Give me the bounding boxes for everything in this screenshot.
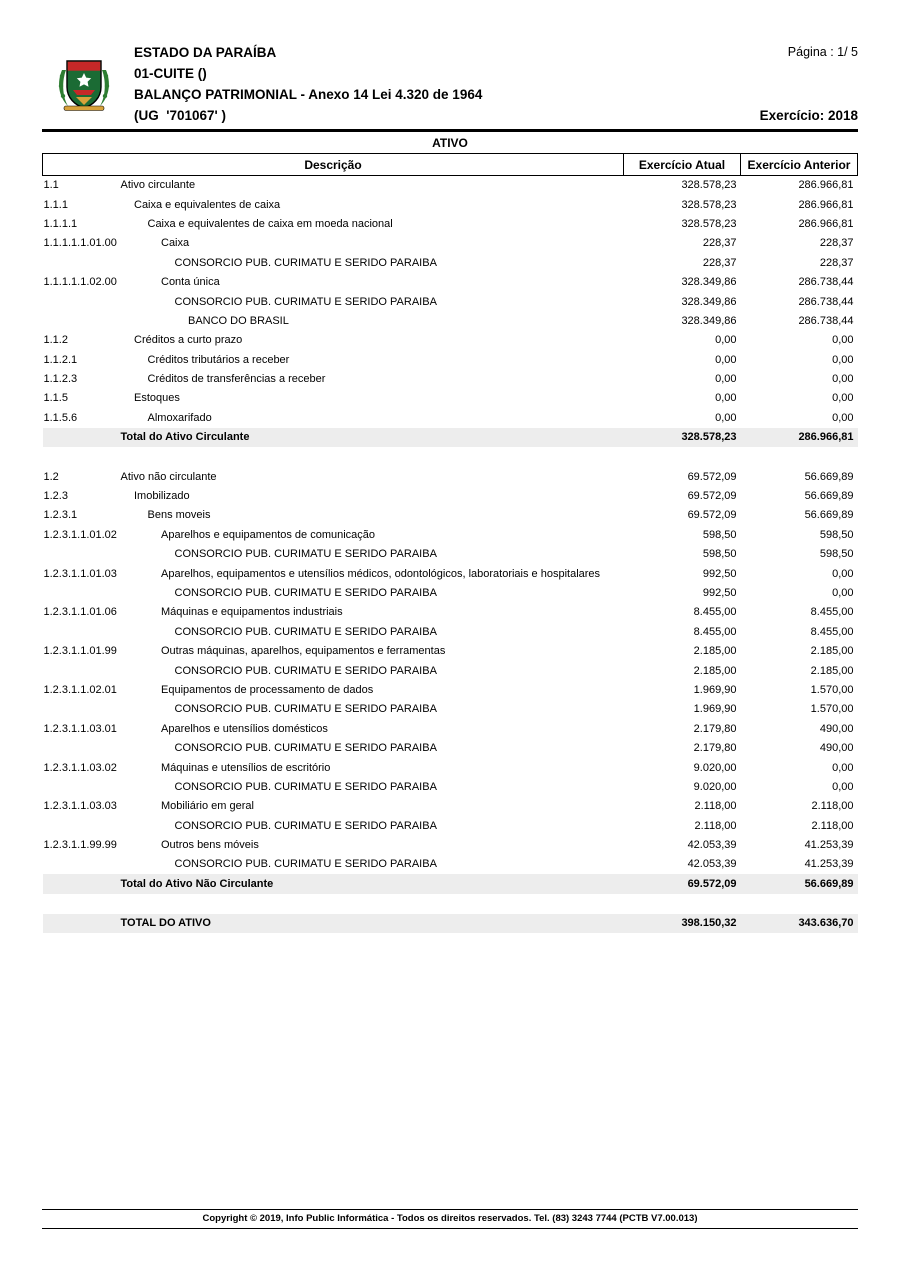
row-description: Créditos de transferências a receber [147,373,326,386]
report-header [42,42,858,126]
table-row [43,331,858,350]
row-value-exercicio-anterior: 286.738,44 [798,295,854,308]
entity-name: 01-CUITE () [134,66,207,81]
table-row [43,700,858,719]
row-description: Máquinas e equipamentos industriais [161,606,343,619]
table-row [43,253,858,272]
row-value-exercicio-atual: 2.179,80 [693,742,737,755]
row-description-cell [43,292,624,311]
row-value-exercicio-atual: 328.578,23 [681,198,737,211]
row-description-cell [43,545,624,564]
row-description: CONSORCIO PUB. CURIMATU E SERIDO PARAIBA [174,780,437,793]
row-description-cell [43,680,624,699]
row-value-exercicio-atual: 69.572,09 [687,470,737,483]
exercise-year: Exercício: 2018 [759,108,858,123]
row-value-exercicio-anterior: 286.738,44 [798,276,854,289]
row-code: 1.1.2.1 [43,353,78,366]
row-value-exercicio-anterior: 56.669,89 [804,877,854,890]
row-value-exercicio-atual: 228,37 [702,237,737,250]
row-description-cell [43,564,624,583]
row-value-exercicio-anterior: 286.966,81 [798,179,854,192]
row-value-exercicio-atual: 2.185,00 [693,645,737,658]
row-description-cell [43,331,624,350]
row-value-exercicio-atual: 0,00 [715,353,737,366]
row-code: 1.2.3.1.1.01.99 [43,645,117,658]
row-value-exercicio-atual: 328.578,23 [681,431,737,444]
table-row [43,311,858,330]
row-description: CONSORCIO PUB. CURIMATU E SERIDO PARAIBA [174,256,437,269]
row-description: Créditos a curto prazo [134,334,243,347]
row-value-exercicio-anterior: 41.253,39 [804,858,854,871]
table-row [43,350,858,369]
row-code: 1.1.1.1 [43,217,78,230]
row-description: CONSORCIO PUB. CURIMATU E SERIDO PARAIBA [174,819,437,832]
row-value-exercicio-atual: 9.020,00 [693,780,737,793]
row-value-exercicio-anterior: 8.455,00 [810,606,854,619]
row-value-exercicio-anterior: 56.669,89 [804,470,854,483]
row-description: Conta única [161,276,220,289]
row-code: 1.2.3.1.1.02.01 [43,683,117,696]
state-name: ESTADO DA PARAÍBA [134,45,277,60]
row-description: Aparelhos e equipamentos de comunicação [161,528,376,541]
table-row [43,758,858,777]
table-row [43,486,858,505]
row-code: 1.2.3.1.1.01.06 [43,606,117,619]
row-value-exercicio-atual: 69.572,09 [687,490,737,503]
row-description-cell [43,603,624,622]
row-value-exercicio-anterior: 8.455,00 [810,625,854,638]
row-value-exercicio-atual: 0,00 [715,373,737,386]
table-row [43,389,858,408]
table-row [43,525,858,544]
spacer-row [43,447,858,467]
row-description: CONSORCIO PUB. CURIMATU E SERIDO PARAIBA [174,295,437,308]
ug-code: (UG '701067' ) [134,108,226,123]
spacer-row [43,894,858,914]
row-code: 1.2.3.1.1.03.03 [43,800,117,813]
row-description: Caixa e equivalentes de caixa [134,198,281,211]
row-description-cell [43,661,624,680]
table-row [43,369,858,388]
row-description-cell [43,428,624,447]
row-description-cell [43,855,624,874]
row-value-exercicio-atual: 8.455,00 [693,625,737,638]
row-value-exercicio-anterior: 286.966,81 [798,198,854,211]
row-value-exercicio-atual: 328.349,86 [681,314,737,327]
table-row [43,506,858,525]
row-code: 1.1 [43,179,59,192]
row-description: Bens moveis [147,509,211,522]
row-description: Caixa [161,237,190,250]
row-description-cell [43,738,624,757]
row-description-cell [43,176,624,195]
row-description-cell [43,797,624,816]
page-number: Página : 1/ 5 [787,45,858,59]
row-description-cell [43,622,624,641]
row-description-cell [43,777,624,796]
table-row [43,195,858,214]
copyright-text: Copyright © 2019, Info Public Informática - Todos os direitos reservados. Tel. (83) 3243 7744 (PCTB V7.00.013) [202,1213,698,1224]
row-description: BANCO DO BRASIL [188,314,289,327]
table-row [43,835,858,854]
row-value-exercicio-anterior: 2.118,00 [811,819,854,832]
row-value-exercicio-atual: 2.179,80 [693,722,737,735]
row-code: 1.2.3.1.1.03.01 [43,722,117,735]
row-value-exercicio-anterior: 2.118,00 [811,800,854,813]
row-value-exercicio-atual: 992,50 [702,567,737,580]
row-value-exercicio-anterior: 490,00 [819,742,854,755]
row-value-exercicio-atual: 328.578,23 [681,179,737,192]
total-row [43,874,858,893]
row-description-cell [43,835,624,854]
row-description-cell [43,525,624,544]
row-description-cell [43,700,624,719]
row-description: Imobilizado [134,490,190,503]
row-code: 1.1.5.6 [43,411,78,424]
row-code: 1.2 [43,470,59,483]
row-description-cell [43,583,624,602]
row-value-exercicio-atual: 42.053,39 [687,858,737,871]
row-description: Total do Ativo Circulante [120,431,250,444]
row-code: 1.1.2.3 [43,373,78,386]
row-description-cell [43,816,624,835]
row-value-exercicio-anterior: 286.738,44 [798,314,854,327]
row-description: Aparelhos e utensílios domésticos [161,722,328,735]
row-description-cell [43,758,624,777]
row-description-cell [43,389,624,408]
row-value-exercicio-anterior: 490,00 [819,722,854,735]
row-value-exercicio-anterior: 286.966,81 [798,217,854,230]
row-description-cell [43,506,624,525]
row-value-exercicio-anterior: 56.669,89 [804,509,854,522]
spacer-cell [43,447,858,467]
row-value-exercicio-atual: 2.185,00 [693,664,737,677]
row-value-exercicio-atual: 0,00 [715,411,737,424]
table-row [43,292,858,311]
coat-of-arms-icon [56,56,112,112]
row-code: 1.2.3.1.1.99.99 [43,839,117,852]
row-code: 1.1.1 [43,198,68,211]
row-value-exercicio-anterior: 343.636,70 [798,917,854,930]
row-description: Outras máquinas, aparelhos, equipamentos e ferramentas [161,645,446,658]
row-value-exercicio-atual: 2.118,00 [694,819,737,832]
row-value-exercicio-anterior: 0,00 [832,780,854,793]
row-value-exercicio-anterior: 0,00 [832,411,854,424]
table-row [43,545,858,564]
row-value-exercicio-atual: 598,50 [702,528,737,541]
report-footer [42,1209,858,1229]
row-description-cell [43,486,624,505]
row-value-exercicio-anterior: 228,37 [819,256,854,269]
row-value-exercicio-anterior: 0,00 [832,567,854,580]
row-value-exercicio-anterior: 0,00 [832,392,854,405]
table-row [43,797,858,816]
table-row [43,234,858,253]
header-right-block [760,42,858,126]
table-row [43,855,858,874]
row-value-exercicio-atual: 1.969,90 [693,703,737,716]
row-code: 1.2.3.1.1.01.03 [43,567,117,580]
row-value-exercicio-anterior: 41.253,39 [804,839,854,852]
table-row [43,583,858,602]
table-row [43,738,858,757]
row-description-cell [43,408,624,427]
row-description: Total do Ativo Não Circulante [120,877,274,890]
row-description: Máquinas e utensílios de escritório [161,761,331,774]
row-value-exercicio-anterior: 0,00 [832,353,854,366]
row-description-cell [43,467,624,486]
table-row [43,214,858,233]
row-value-exercicio-anterior: 598,50 [819,548,854,561]
table-row [43,564,858,583]
table-row [43,603,858,622]
row-description-cell [43,914,624,933]
row-value-exercicio-atual: 598,50 [702,548,737,561]
row-description-cell [43,641,624,660]
row-code: 1.2.3.1 [43,509,78,522]
row-description: CONSORCIO PUB. CURIMATU E SERIDO PARAIBA [174,858,437,871]
table-row [43,622,858,641]
row-description: CONSORCIO PUB. CURIMATU E SERIDO PARAIBA [174,742,437,755]
header-title-block [134,42,760,126]
row-value-exercicio-anterior: 598,50 [819,528,854,541]
row-value-exercicio-anterior: 0,00 [832,334,854,347]
row-code: 1.1.5 [43,392,68,405]
row-code: 1.2.3.1.1.03.02 [43,761,117,774]
row-description-cell [43,272,624,291]
table-row [43,816,858,835]
table-row [43,467,858,486]
row-value-exercicio-anterior: 0,00 [832,373,854,386]
table-header-row [43,154,858,176]
spacer-cell [43,894,858,914]
table-row [43,719,858,738]
paraiba-coat-of-arms-logo [56,56,112,112]
row-description: Créditos tributários a receber [147,353,290,366]
row-code: 1.1.2 [43,334,68,347]
row-value-exercicio-atual: 9.020,00 [693,761,737,774]
row-value-exercicio-atual: 69.572,09 [687,509,737,522]
table-row [43,680,858,699]
row-description: Outros bens móveis [161,839,259,852]
row-description-cell [43,253,624,272]
column-header-descricao: Descrição [43,154,624,176]
row-code: 1.2.3.1.1.01.02 [43,528,117,541]
row-value-exercicio-anterior: 56.669,89 [804,490,854,503]
row-value-exercicio-anterior: 1.570,00 [810,703,854,716]
row-description-cell [43,311,624,330]
row-value-exercicio-anterior: 1.570,00 [810,683,854,696]
row-description: Ativo não circulante [120,470,217,483]
row-description: TOTAL DO ATIVO [120,917,211,930]
row-value-exercicio-atual: 42.053,39 [687,839,737,852]
row-description: CONSORCIO PUB. CURIMATU E SERIDO PARAIBA [174,548,437,561]
section-title-ativo: ATIVO [432,136,468,150]
column-header-exercicio-anterior: Exercício Anterior [741,154,858,176]
row-value-exercicio-atual: 0,00 [715,392,737,405]
row-description: CONSORCIO PUB. CURIMATU E SERIDO PARAIBA [174,664,437,677]
balance-sheet-table [42,153,858,933]
table-row [43,777,858,796]
row-value-exercicio-atual: 0,00 [715,334,737,347]
row-value-exercicio-atual: 1.969,90 [693,683,737,696]
row-value-exercicio-anterior: 2.185,00 [810,645,854,658]
row-code: 1.1.1.1.1.02.00 [43,276,117,289]
row-description: CONSORCIO PUB. CURIMATU E SERIDO PARAIBA [174,587,437,599]
row-code: 1.1.1.1.1.01.00 [43,237,117,250]
total-row [43,914,858,933]
table-row [43,641,858,660]
total-row [43,428,858,447]
row-value-exercicio-atual: 69.572,09 [687,877,737,890]
row-value-exercicio-atual: 398.150,32 [681,917,737,930]
row-description: Ativo circulante [120,179,196,192]
row-value-exercicio-anterior: 286.966,81 [798,431,854,444]
row-value-exercicio-anterior: 228,37 [819,237,854,250]
row-description: Estoques [134,392,180,405]
row-description: CONSORCIO PUB. CURIMATU E SERIDO PARAIBA [174,703,437,716]
row-value-exercicio-atual: 2.118,00 [694,800,737,813]
row-description-cell [43,874,624,893]
row-value-exercicio-atual: 8.455,00 [693,606,737,619]
row-description: Caixa e equivalentes de caixa em moeda nacional [147,217,393,230]
row-description: Almoxarifado [147,411,212,424]
table-row [43,408,858,427]
row-value-exercicio-atual: 992,50 [702,587,737,599]
row-description-cell [43,214,624,233]
row-description-cell [43,350,624,369]
row-value-exercicio-anterior: 0,00 [832,761,854,774]
row-description: CONSORCIO PUB. CURIMATU E SERIDO PARAIBA [174,625,437,638]
row-description-cell [43,719,624,738]
row-value-exercicio-anterior: 0,00 [832,587,854,599]
table-row [43,661,858,680]
table-row [43,272,858,291]
row-description: Aparelhos, equipamentos e utensílios médicos, odontológicos, laboratoriais e hospitalares [161,567,601,580]
row-value-exercicio-atual: 328.349,86 [681,295,737,308]
row-value-exercicio-atual: 228,37 [702,256,737,269]
row-description: Equipamentos de processamento de dados [161,683,374,696]
row-value-exercicio-atual: 328.349,86 [681,276,737,289]
row-description-cell [43,234,624,253]
column-header-exercicio-atual: Exercício Atual [624,154,741,176]
row-description: Mobiliário em geral [161,800,254,813]
row-value-exercicio-atual: 328.578,23 [681,217,737,230]
row-description-cell [43,195,624,214]
row-value-exercicio-anterior: 2.185,00 [810,664,854,677]
row-description-cell [43,369,624,388]
table-row [43,176,858,195]
row-code: 1.2.3 [43,490,68,503]
report-title: BALANÇO PATRIMONIAL - Anexo 14 Lei 4.320 de 1964 [134,87,483,102]
